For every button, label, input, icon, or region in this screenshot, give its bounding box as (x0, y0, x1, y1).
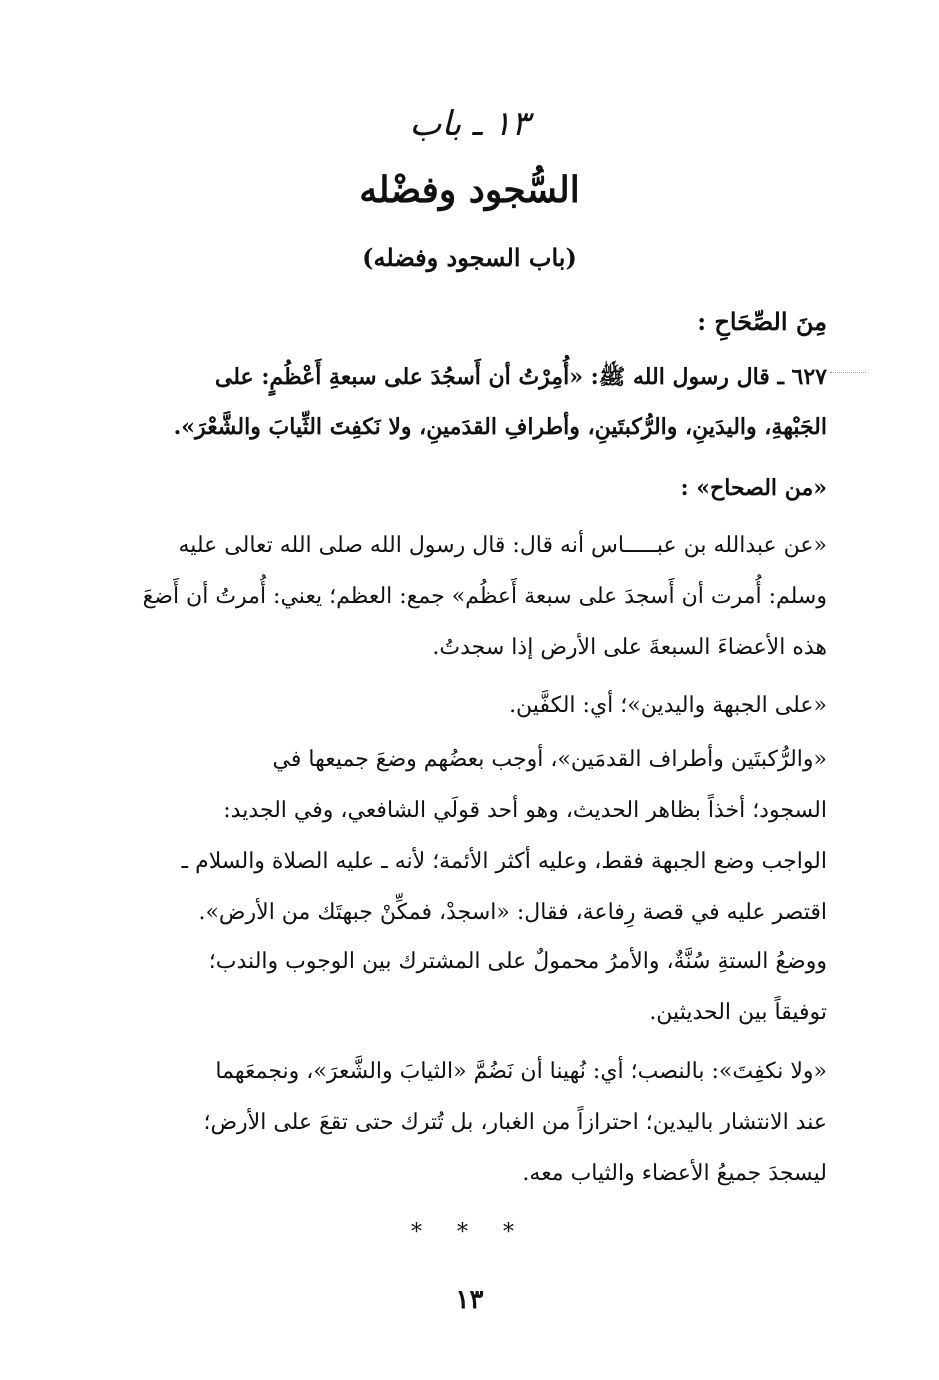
chapter-subtitle: (باب السجود وفضله) (362, 243, 577, 272)
paragraph-line: «ولا نكفِتَ»: بالنصب؛ أي: نُهينا أن نَضُمَّ «الثيابَ والشَّعرَ»، ونجمعَهما (215, 1059, 827, 1084)
paragraph-line: الواجب وضع الجبهة فقط، وعليه أكثر الأئمة؛ لأنه ـ عليه الصلاة والسلام ـ (181, 849, 827, 874)
paragraph-line: السجود؛ أخذاً بظاهر الحديث، وهو أحد قولَي الشافعي، وفي الجديد: (223, 798, 827, 823)
commentary-label: «من الصحاح» : (680, 475, 827, 501)
hadith-line: الجَبْهةِ، واليدَينِ، والرُّكبتَينِ، وأطرافِ القدَمينِ، ولا نَكفِتَ الثِّيابَ والشَّعْرَ». (173, 414, 827, 440)
paragraph-line: «على الجبهة واليدين»؛ أي: الكفَّين. (509, 693, 827, 718)
commentary-paragraph (112, 936, 827, 1038)
hadith-text (112, 352, 827, 452)
paragraph-line: «والرُّكبتَين وأطراف القدمَين»، أوجب بعضُهم وضعَ جميعها في (272, 747, 827, 772)
section-separator: * * * (411, 1220, 528, 1245)
paragraph-line: وسلم: أُمرت أن أَسجدَ على سبعة أَعظُم» جمع: العظم؛ يعني: أُمرتُ أن أَضعَ (142, 584, 827, 609)
margin-mark (830, 372, 866, 375)
page-number: ١٣ (455, 1285, 484, 1315)
paragraph-line: عند الانتشار باليدين؛ احترازاً من الغبار، بل تُترك حتى تقعَ على الأرض؛ (203, 1110, 827, 1135)
commentary-paragraph (112, 1046, 827, 1199)
paragraph-line: ليسجدَ جميعُ الأعضاء والثياب معه. (522, 1161, 827, 1186)
commentary-paragraph (112, 520, 827, 673)
paragraph-line: اقتصر عليه في قصة رِفاعة، فقال: «اسجدْ، فمكِّنْ جبهتَك من الأرض». (198, 900, 827, 925)
chapter-number: ١٣ ـ باب (409, 104, 530, 144)
commentary-paragraph (112, 680, 827, 731)
chapter-title: السُّجود وفضْله (359, 169, 580, 211)
paragraph-line: هذه الأعضاءَ السبعةَ على الأرض إذا سجدتُ. (432, 635, 827, 660)
paragraph-line: ووضعُ الستةِ سُنَّةٌ، والأمرُ محمولٌ على المشترك بين الوجوب والندب؛ (208, 949, 827, 974)
commentary-paragraph (112, 734, 827, 938)
paragraph-line: «عن عبدالله بن عبـــــاس أنه قال: قال رسول الله صلى الله تعالى عليه (178, 533, 827, 558)
paragraph-line: توفيقاً بين الحديثين. (649, 1000, 827, 1025)
source-label: مِنَ الصِّحَاحِ : (697, 307, 827, 336)
hadith-line: ٦٢٧ ـ قال رسول الله ﷺ: «أُمِرْتُ أن أَسجُدَ على سبعةِ أَعْظُمٍ: على (214, 364, 827, 390)
